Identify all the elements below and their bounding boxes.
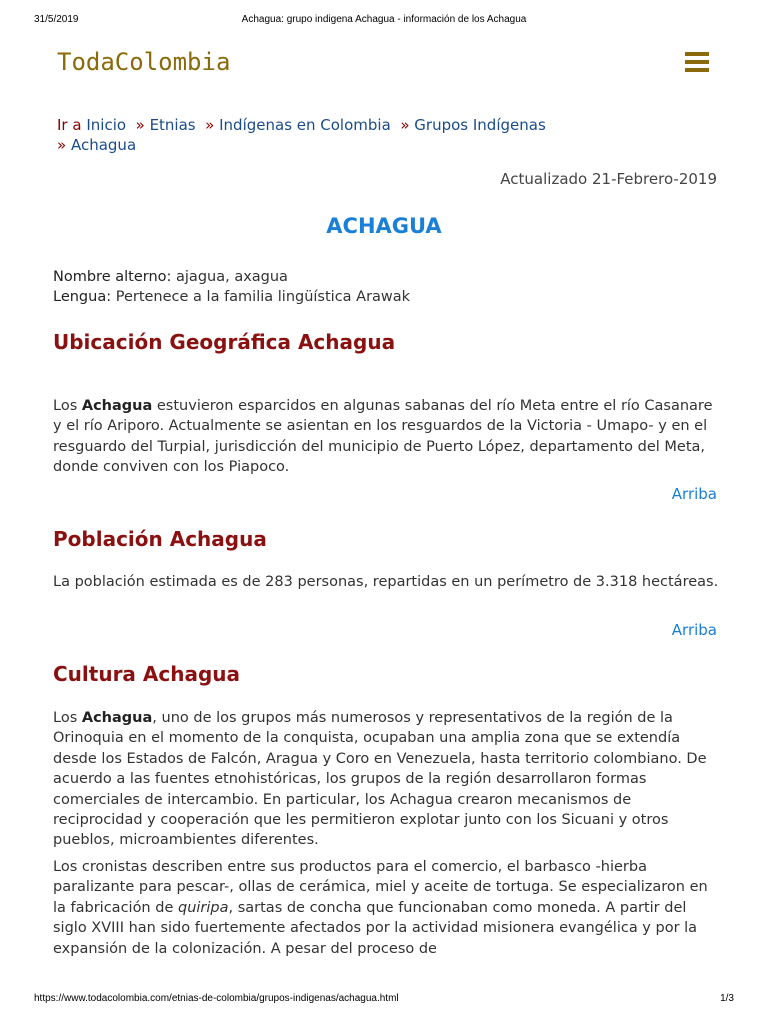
breadcrumb-separator: » (57, 136, 67, 154)
breadcrumb-separator: » (400, 116, 410, 134)
section-heading-cultura: Cultura Achagua (53, 662, 241, 686)
back-to-top-link[interactable]: Arriba (671, 621, 717, 639)
bold-achagua: Achagua (81, 398, 153, 414)
text: Los (53, 710, 82, 726)
text: , sartas de concha que funcionaban como moneda. A partir del siglo XVIII han sido fuertemente afectados por la actividad misionera evangélica y por la expansión de la colonización. A pesar del proceso de (53, 899, 698, 957)
paragraph-cultura-1 (53, 708, 721, 851)
text: Los (53, 398, 82, 414)
page-title: ACHAGUA (326, 214, 442, 238)
breadcrumb-achagua[interactable]: Achagua (70, 136, 137, 154)
breadcrumb (57, 115, 717, 155)
section-heading-ubicacion: Ubicación Geográfica Achagua (53, 330, 396, 354)
print-url: https://www.todacolombia.com/etnias-de-colombia/grupos-indigenas/achagua.html (34, 993, 399, 1004)
print-page-number: 1/3 (720, 993, 734, 1004)
breadcrumb-prefix: Ir a (57, 116, 82, 134)
language-label: Lengua: (53, 289, 112, 305)
breadcrumb-separator: » (135, 116, 145, 134)
section-heading-poblacion: Población Achagua (53, 527, 267, 551)
text: , uno de los grupos más numerosos y representativos de la región de la Orinoquia en el momento de la conquista, ocupaban una amplia zona que se extendía desde los Estados de Falcón, Aragua y Coro en Venezuela, hasta territorio colombiano. De acuerdo a las fuentes etnohistóricas, los grupos de la región desarrollaron formas comerciales de intercambio. En particular, los Achagua crearon mecanismos de reciprocidad y cooperación que les permitieron explotar junto con los Sicuani y otros pueblos, microambientes diferentes. (53, 710, 707, 849)
paragraph-poblacion: La población estimada es de 283 personas, repartidas en un perímetro de 3.318 hectáreas. (53, 574, 719, 590)
alt-name-label: Nombre alterno: (53, 269, 172, 285)
print-date: 31/5/2019 (34, 14, 79, 25)
bold-achagua: Achagua (81, 710, 153, 726)
site-logo[interactable]: TodaColombia (57, 48, 231, 76)
breadcrumb-grupos[interactable]: Grupos Indígenas (414, 116, 546, 134)
language-value: Pertenece a la familia lingüística Arawak (115, 289, 411, 305)
hamburger-menu-icon[interactable] (685, 52, 709, 74)
back-to-top-link[interactable]: Arriba (671, 485, 717, 503)
breadcrumb-inicio[interactable]: Inicio (86, 116, 127, 134)
paragraph-cultura-2 (53, 857, 721, 959)
paragraph-ubicacion (53, 396, 721, 478)
text: Los cronistas describen entre sus productos para el comercio, el barbasco -hierba paralizante para pescar-, ollas de cerámica, miel y aceite de tortuga. Se especializaron en la fabricación de (53, 859, 708, 916)
print-title: Achagua: grupo indigena Achagua - información de los Achagua (241, 14, 527, 25)
breadcrumb-indigenas[interactable]: Indígenas en Colombia (219, 116, 391, 134)
updated-date: Actualizado 21-Febrero-2019 (500, 170, 717, 188)
italic-quiripa: quiripa (177, 899, 229, 916)
meta-info (53, 267, 723, 307)
breadcrumb-etnias[interactable]: Etnias (149, 116, 196, 134)
alt-name-value: ajagua, axagua (176, 269, 288, 285)
text: estuvieron esparcidos en algunas sabanas del río Meta entre el río Casanare y el río Ariporo. Actualmente se asientan en los resguardos de la Victoria - Umapo- y en el resguardo del Turpial, jurisdicción del municipio de Puerto López, departamento del Meta, donde conviven con los Piapoco. (53, 398, 713, 476)
breadcrumb-separator: » (205, 116, 215, 134)
site-header (57, 48, 717, 82)
